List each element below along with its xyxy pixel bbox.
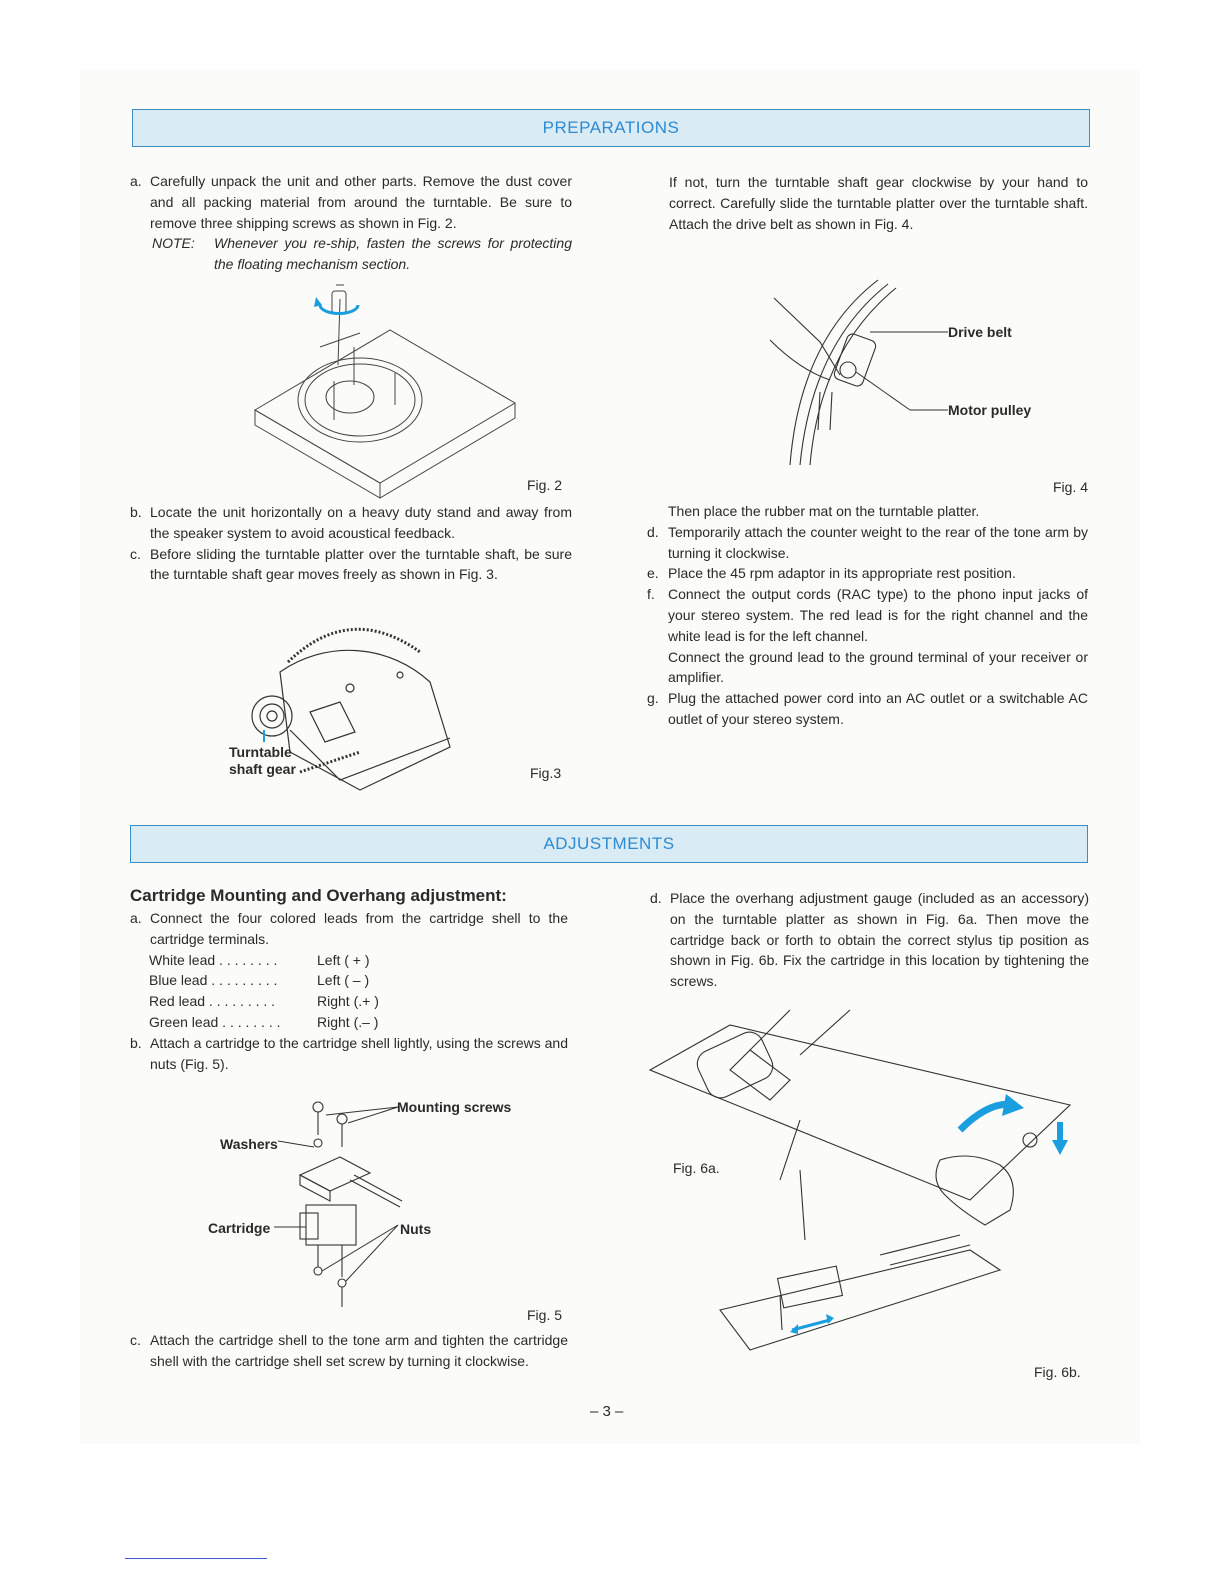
fig4-callout-motor-pulley: Motor pulley <box>948 402 1032 418</box>
step-label: d. <box>650 890 662 906</box>
lead-value: Right (.– ) <box>317 1013 379 1030</box>
note-text: Whenever you re-ship, fasten the screws for protecting the floating mechanism section. <box>214 235 572 273</box>
prep-right-intro: If not, turn the turntable shaft gear clockwise by your hand to correct. Carefully slide the turntable platter over the turntable shaft. Attach the drive belt as shown in Fig. 4. <box>669 174 1088 232</box>
step-text: Temporarily attach the counter weight to the rear of the tone arm by turning it clockwise. <box>668 523 1088 561</box>
note <box>152 233 572 275</box>
adjustments-banner <box>130 825 1088 863</box>
fig2-illustration <box>250 285 520 485</box>
preparations-banner <box>132 109 1090 147</box>
lead-table <box>149 950 568 1033</box>
fig5-callout-nuts: Nuts <box>400 1221 432 1237</box>
step-text: Connect the output cords (RAC type) to the phono input jacks of your stereo system. The red lead is for the right channel and the white lead is for the left channel. <box>668 586 1088 644</box>
fig4-callout-drive-belt: Drive belt <box>948 324 1012 340</box>
fig6a-caption: Fig. 6a. <box>673 1160 720 1176</box>
preparations-title: PREPARATIONS <box>542 118 680 137</box>
fig5-illustration <box>270 1095 430 1310</box>
lead-name: Red lead . . . . . . . . . <box>149 993 276 1010</box>
fig5-callout-cartridge: Cartridge <box>208 1220 271 1236</box>
step-text: Before sliding the turntable platter over the turntable shaft, be sure the turntable shaft gear moves freely as shown in Fig. 3. <box>150 545 572 583</box>
lead-row <box>149 1012 409 1033</box>
step-label: a. <box>130 173 142 189</box>
step-text: Locate the unit horizontally on a heavy duty stand and away from the speaker system to avoid acoustical feedback. <box>150 504 572 541</box>
adj-step-c <box>130 1330 568 1372</box>
step-text: Connect the four colored leads from the cartridge shell to the cartridge terminals. <box>150 910 568 947</box>
bottom-rule <box>125 1558 267 1559</box>
step-label: g. <box>647 690 659 707</box>
lead-value: Right (.+ ) <box>317 993 379 1010</box>
note-label: NOTE: <box>152 235 195 252</box>
step-text-continued: Connect the ground lead to the ground terminal of your receiver or amplifier. <box>668 648 1088 686</box>
step-label: e. <box>647 565 659 582</box>
step-text: Place the overhang adjustment gauge (included as an accessory) on the turntable platter as shown in Fig. 6a. Then move the cartridge back or forth to obtain the correct stylus tip position as shown in Fig. 6b. Fix the cartridge in this location by tightening the screws. <box>670 890 1089 990</box>
lead-name: Blue lead . . . . . . . . . <box>149 972 278 989</box>
prep-steps-bc <box>130 502 572 585</box>
fig6b-caption: Fig. 6b. <box>1034 1364 1081 1380</box>
lead-name: White lead . . . . . . . . <box>149 951 278 968</box>
fig3-caption: Fig.3 <box>530 765 562 781</box>
step-label: b. <box>130 1034 142 1051</box>
page-number: – 3 – <box>590 1403 624 1420</box>
adj-step-a <box>130 908 568 1074</box>
fig2-caption: Fig. 2 <box>527 477 563 493</box>
fig5-callout-mounting-screws: Mounting screws <box>397 1099 512 1115</box>
step-label: f. <box>647 586 655 603</box>
step-text: Plug the attached power cord into an AC outlet or a switchable AC outlet of your stereo system. <box>668 690 1088 727</box>
step-text: Attach a cartridge to the cartridge shell lightly, using the screws and nuts (Fig. 5). <box>150 1034 568 1072</box>
adjustments-title: ADJUSTMENTS <box>543 834 675 853</box>
fig4-caption: Fig. 4 <box>1053 479 1089 495</box>
lead-row <box>149 970 409 991</box>
fig5-caption: Fig. 5 <box>527 1307 563 1323</box>
adjustments-heading: Cartridge Mounting and Overhang adjustment: <box>130 886 507 905</box>
lead-value: Left ( + ) <box>317 951 370 968</box>
fig4-illustration <box>760 280 960 470</box>
lead-row <box>149 950 409 971</box>
prep-step-a <box>130 171 572 275</box>
lead-row <box>149 991 409 1012</box>
step-label: c. <box>130 1332 141 1348</box>
then-text: Then place the rubber mat on the turntable platter. <box>668 503 980 519</box>
fig3-callout-shaft-gear <box>229 744 296 778</box>
step-text: Carefully unpack the unit and other parts. Remove the dust cover and all packing material from around the turntable. Be sure to remove three shipping screws as shown in Fig. 2. <box>150 173 572 231</box>
callout-line: shaft gear <box>229 761 296 777</box>
lead-value: Left ( – ) <box>317 972 370 989</box>
lead-name: Green lead . . . . . . . . <box>149 1013 281 1030</box>
step-label: a. <box>130 910 142 926</box>
callout-line: Turntable <box>229 744 292 760</box>
fig5-callout-washers: Washers <box>220 1136 278 1152</box>
step-text: Attach the cartridge shell to the tone arm and tighten the cartridge shell with the cartridge shell set screw by turning it clockwise. <box>150 1332 568 1369</box>
step-text: Place the 45 rpm adaptor in its appropriate rest position. <box>668 565 1016 582</box>
step-label: b. <box>130 504 142 520</box>
adj-step-d <box>650 888 1089 992</box>
step-label: d. <box>647 523 659 540</box>
prep-steps-dg <box>647 501 1088 730</box>
step-label: c. <box>130 545 141 562</box>
fig6-illustration <box>640 1010 1085 1360</box>
